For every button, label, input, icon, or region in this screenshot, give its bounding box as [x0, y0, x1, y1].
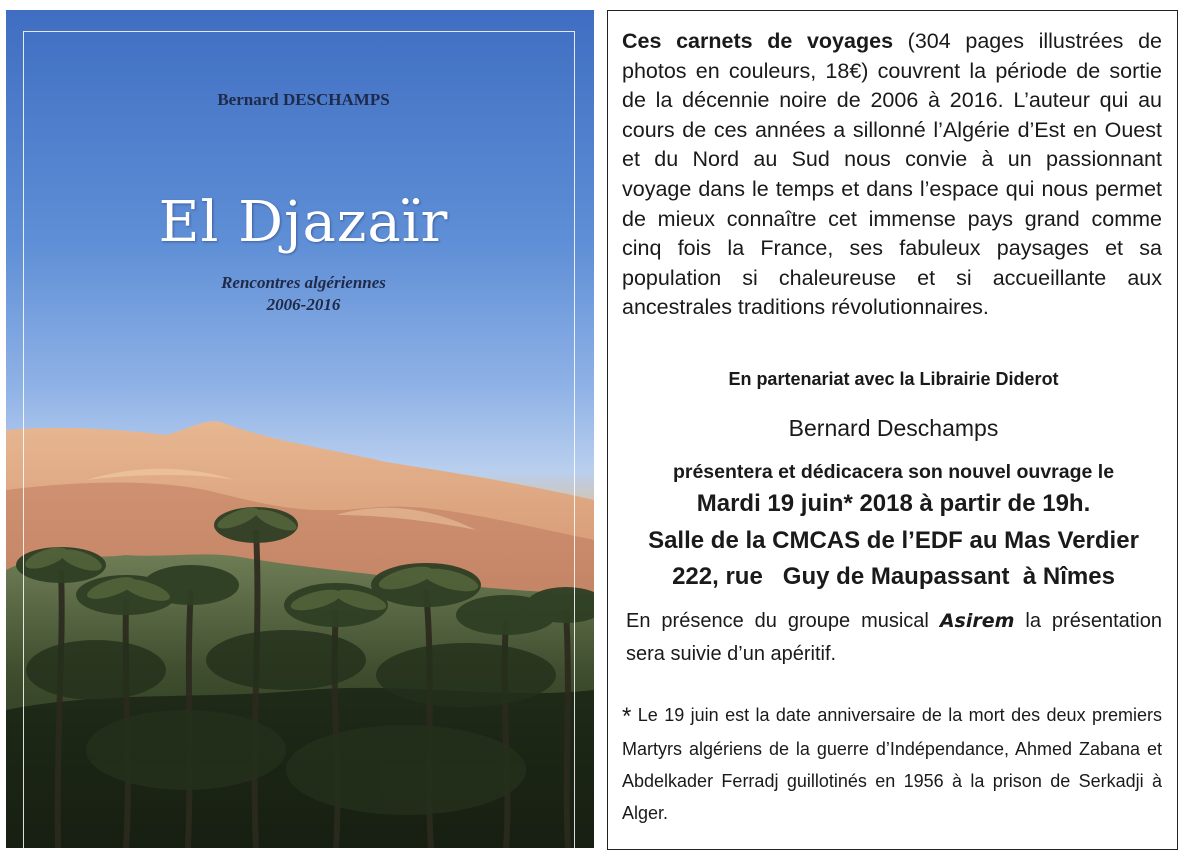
- book-cover: [6, 10, 594, 848]
- music-group-name: Asirem: [939, 610, 1015, 632]
- partnership-line: En partenariat avec la Librairie Diderot: [728, 369, 1059, 389]
- description-lead: Ces carnets de voyages: [622, 29, 894, 53]
- event-date: Mardi 19 juin* 2018 à partir de 19h.: [696, 490, 1091, 517]
- footnote: [622, 699, 1162, 829]
- description-text: (304 pages illustrées de photos en couleurs, 18€) couvrent la période de sortie de la décennie noire de 2006 à 2016. L’auteur qui au cours de ces années a sillonné l’Algérie d’Est en Ouest et du Nord au Sud nous convie à un passionnant voyage dans le temps et dans l’espace qui nous permet de mieux connaître cet immense pays grand comme cinq fois la France, ses fabuleux paysages et sa population si chaleureuse et si accueillante aux ancestrales traditions révolutionnaires.: [622, 29, 1162, 320]
- cover-subtitle-years: 2006-2016: [266, 295, 341, 314]
- music-after: la présentation sera suivie d’un apéritif.: [626, 610, 1162, 665]
- cover-author: Bernard DESCHAMPS: [217, 90, 390, 109]
- presenter-name: Bernard Deschamps: [788, 415, 999, 441]
- footnote-text: Le 19 juin est la date anniversaire de la mort des deux premiers Martyrs algériens de la guerre d’Indépendance, Ahmed Zabana et Abdelkader Ferradj guillotinés en 1956 à la prison de Serkadji à Alger.: [622, 705, 1162, 823]
- event-address: 222, rue Guy de Maupassant à Nîmes: [672, 563, 1115, 590]
- cover-title: El Djazaïr: [158, 190, 449, 255]
- desert-palm-scene: [6, 10, 594, 848]
- event-venue: Salle de la CMCAS de l’EDF au Mas Verdier: [648, 527, 1139, 554]
- cover-subtitle-line1: Rencontres algériennes: [221, 273, 386, 292]
- music-before: En présence du groupe musical: [626, 610, 940, 632]
- book-description: [622, 27, 1162, 323]
- announcement-line: présentera et dédicacera son nouvel ouvrage le: [672, 461, 1115, 483]
- announcement-panel: [607, 10, 1178, 850]
- music-note: [626, 605, 1162, 671]
- cover-subtitle: [6, 272, 594, 316]
- footnote-star: *: [622, 703, 632, 730]
